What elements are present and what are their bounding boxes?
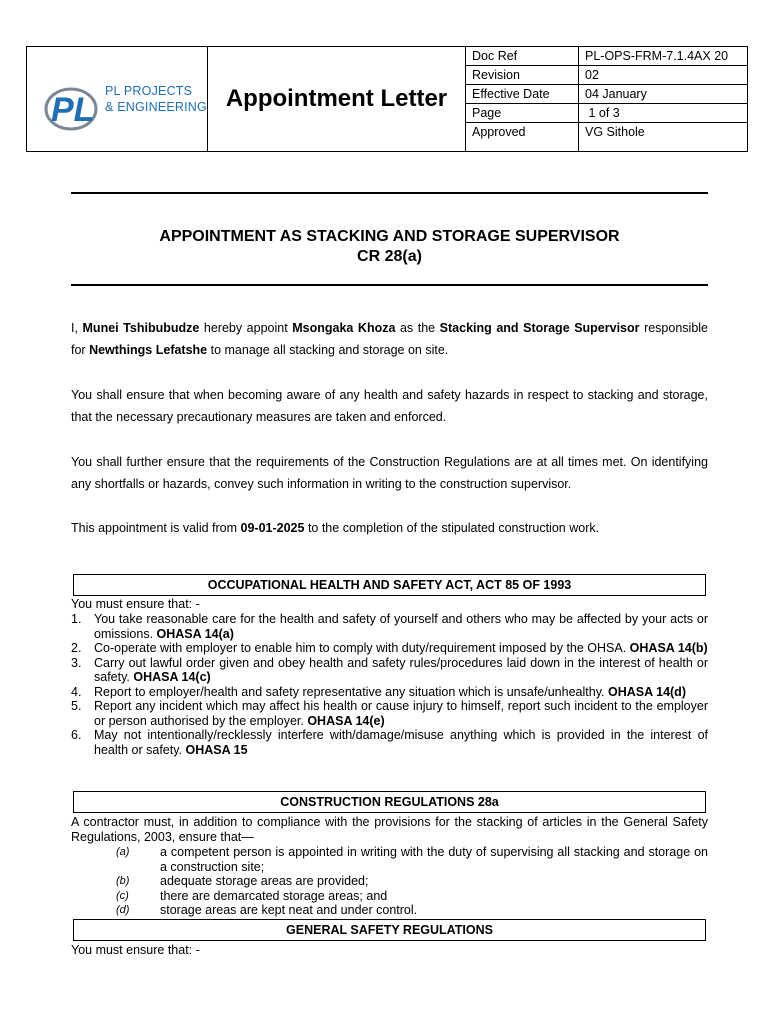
company-name bbox=[105, 83, 207, 115]
company-name-line2: & ENGINEERING bbox=[105, 100, 207, 114]
list-item bbox=[71, 903, 708, 918]
meta-value: PL-OPS-FRM-7.1.4AX 20 bbox=[585, 49, 729, 63]
role-name: Stacking and Storage Supervisor bbox=[439, 321, 640, 335]
list-item bbox=[71, 728, 708, 757]
meta-key: Doc Ref bbox=[466, 47, 579, 65]
list-text: Report to employer/health and safety representative any situation which is unsafe/unhealthy. bbox=[94, 684, 608, 699]
list-number: 1. bbox=[71, 612, 82, 626]
list-item bbox=[71, 656, 708, 685]
list-text: storage areas are kept neat and under control. bbox=[160, 903, 418, 917]
list-number: 5. bbox=[71, 699, 82, 713]
list-text: a competent person is appointed in writing with the duty of supervising all stacking and storage on a construction site; bbox=[160, 845, 708, 874]
meta-value: 04 January bbox=[585, 87, 647, 101]
list-text: May not intentionally/recklessly interfere with/damage/misuse anything which is provided in the interest of health or safety. bbox=[94, 728, 708, 757]
meta-row-page bbox=[466, 104, 747, 123]
appointer-name: Munei Tshibubudze bbox=[82, 321, 200, 335]
meta-key: Approved bbox=[466, 123, 579, 151]
text: This appointment is valid from bbox=[71, 521, 241, 535]
text: responsible for bbox=[71, 321, 708, 357]
company-site-name: Newthings Lefatshe bbox=[89, 343, 208, 357]
ohs-act-heading: OCCUPATIONAL HEALTH AND SAFETY ACT, ACT 85 OF 1993 bbox=[73, 574, 706, 596]
list-item bbox=[71, 889, 708, 904]
list-text: there are demarcated storage areas; and bbox=[160, 888, 388, 903]
list-reference: OHASA 14(c) bbox=[133, 670, 211, 684]
list-number: 6. bbox=[71, 728, 82, 742]
list-reference: OHASA 15 bbox=[185, 742, 248, 757]
list-reference: OHASA 14(a) bbox=[156, 626, 234, 641]
list-item bbox=[71, 685, 708, 700]
logo-mark-text: PL bbox=[51, 91, 95, 129]
text: hereby appoint bbox=[199, 321, 293, 335]
list-number: 4. bbox=[71, 684, 82, 699]
hazard-paragraph: You shall ensure that when becoming aware of any health and safety hazards in respect to stacking and storage, that the necessary precautionary measures are taken and enforced. bbox=[71, 388, 708, 424]
meta-row-doc-ref bbox=[466, 47, 747, 66]
text: I, bbox=[71, 321, 83, 335]
list-label: (c) bbox=[116, 889, 129, 902]
list-number: 2. bbox=[71, 641, 82, 655]
list-text: adequate storage areas are provided; bbox=[160, 874, 369, 888]
divider-bottom bbox=[71, 284, 708, 286]
regulations-paragraph: You shall further ensure that the requirements of the Construction Regulations are at all times met. On identifying any shortfalls or hazards, convey such information in writing to the construction supervisor. bbox=[71, 455, 708, 491]
valid-from-date: 09-01-2025 bbox=[240, 521, 305, 535]
list-label: (d) bbox=[116, 904, 130, 916]
list-label: (a) bbox=[116, 846, 130, 858]
ohs-intro: You must ensure that: - bbox=[71, 597, 200, 611]
meta-value: 1 of 3 bbox=[585, 106, 620, 120]
divider-top bbox=[71, 192, 708, 194]
list-text: Report any incident which may affect his health or cause injury to himself, report such incident to the employer or person authorised by the employer. bbox=[94, 699, 708, 728]
cr-requirements-list bbox=[71, 845, 708, 918]
appointment-title bbox=[71, 227, 708, 267]
list-item bbox=[71, 612, 708, 641]
list-text: You take reasonable care for the health and safety of yourself and others who may be affected by your acts or omissions. bbox=[94, 612, 708, 641]
meta-row-effective-date bbox=[466, 85, 747, 104]
appointment-paragraph bbox=[71, 317, 708, 361]
list-label: (b) bbox=[116, 875, 130, 887]
list-text: Co-operate with employer to enable him to comply with duty/requirement imposed by the OHSA. bbox=[94, 641, 630, 655]
meta-row-approved bbox=[466, 123, 747, 151]
list-item bbox=[71, 699, 708, 728]
ohs-duties-list bbox=[71, 612, 708, 757]
meta-key: Page bbox=[466, 104, 579, 122]
appointment-title-line2: CR 28(a) bbox=[357, 248, 422, 265]
list-reference: OHASA 14(e) bbox=[307, 713, 385, 728]
document-meta-table bbox=[466, 47, 747, 151]
list-reference: OHASA 14(b) bbox=[629, 641, 708, 655]
gsr-intro: You must ensure that: - bbox=[71, 943, 200, 957]
text: to the completion of the stipulated construction work. bbox=[304, 521, 600, 535]
cr-intro: A contractor must, in addition to compliance with the provisions for the stacking of articles in the General Safety Regulations, 2003, ensure that— bbox=[71, 815, 708, 844]
company-name-line1: PL PROJECTS bbox=[105, 84, 193, 98]
document-header bbox=[26, 46, 748, 152]
validity-paragraph bbox=[71, 517, 708, 539]
list-item bbox=[71, 845, 708, 874]
document-title: Appointment Letter bbox=[208, 47, 466, 151]
meta-value: VG Sithole bbox=[585, 125, 645, 139]
meta-key: Revision bbox=[466, 66, 579, 84]
text: as the bbox=[395, 321, 440, 335]
appointee-name: Msongaka Khoza bbox=[292, 321, 396, 335]
construction-regulations-heading: CONSTRUCTION REGULATIONS 28a bbox=[73, 791, 706, 813]
meta-value: 02 bbox=[585, 68, 599, 82]
text: to manage all stacking and storage on site. bbox=[207, 343, 449, 357]
company-logo-icon bbox=[43, 81, 103, 137]
general-safety-regulations-heading: GENERAL SAFETY REGULATIONS bbox=[73, 919, 706, 941]
meta-row-revision bbox=[466, 66, 747, 85]
list-item bbox=[71, 641, 708, 656]
list-item bbox=[71, 874, 708, 889]
logo-cell bbox=[27, 47, 208, 151]
list-text: Carry out lawful order given and obey health and safety rules/procedures laid down in the interest of health or safety. bbox=[94, 655, 708, 684]
meta-key: Effective Date bbox=[466, 85, 579, 103]
appointment-title-line1: APPOINTMENT AS STACKING AND STORAGE SUPERVISOR bbox=[159, 228, 620, 245]
list-number: 3. bbox=[71, 655, 82, 670]
list-reference: OHASA 14(d) bbox=[607, 684, 686, 699]
